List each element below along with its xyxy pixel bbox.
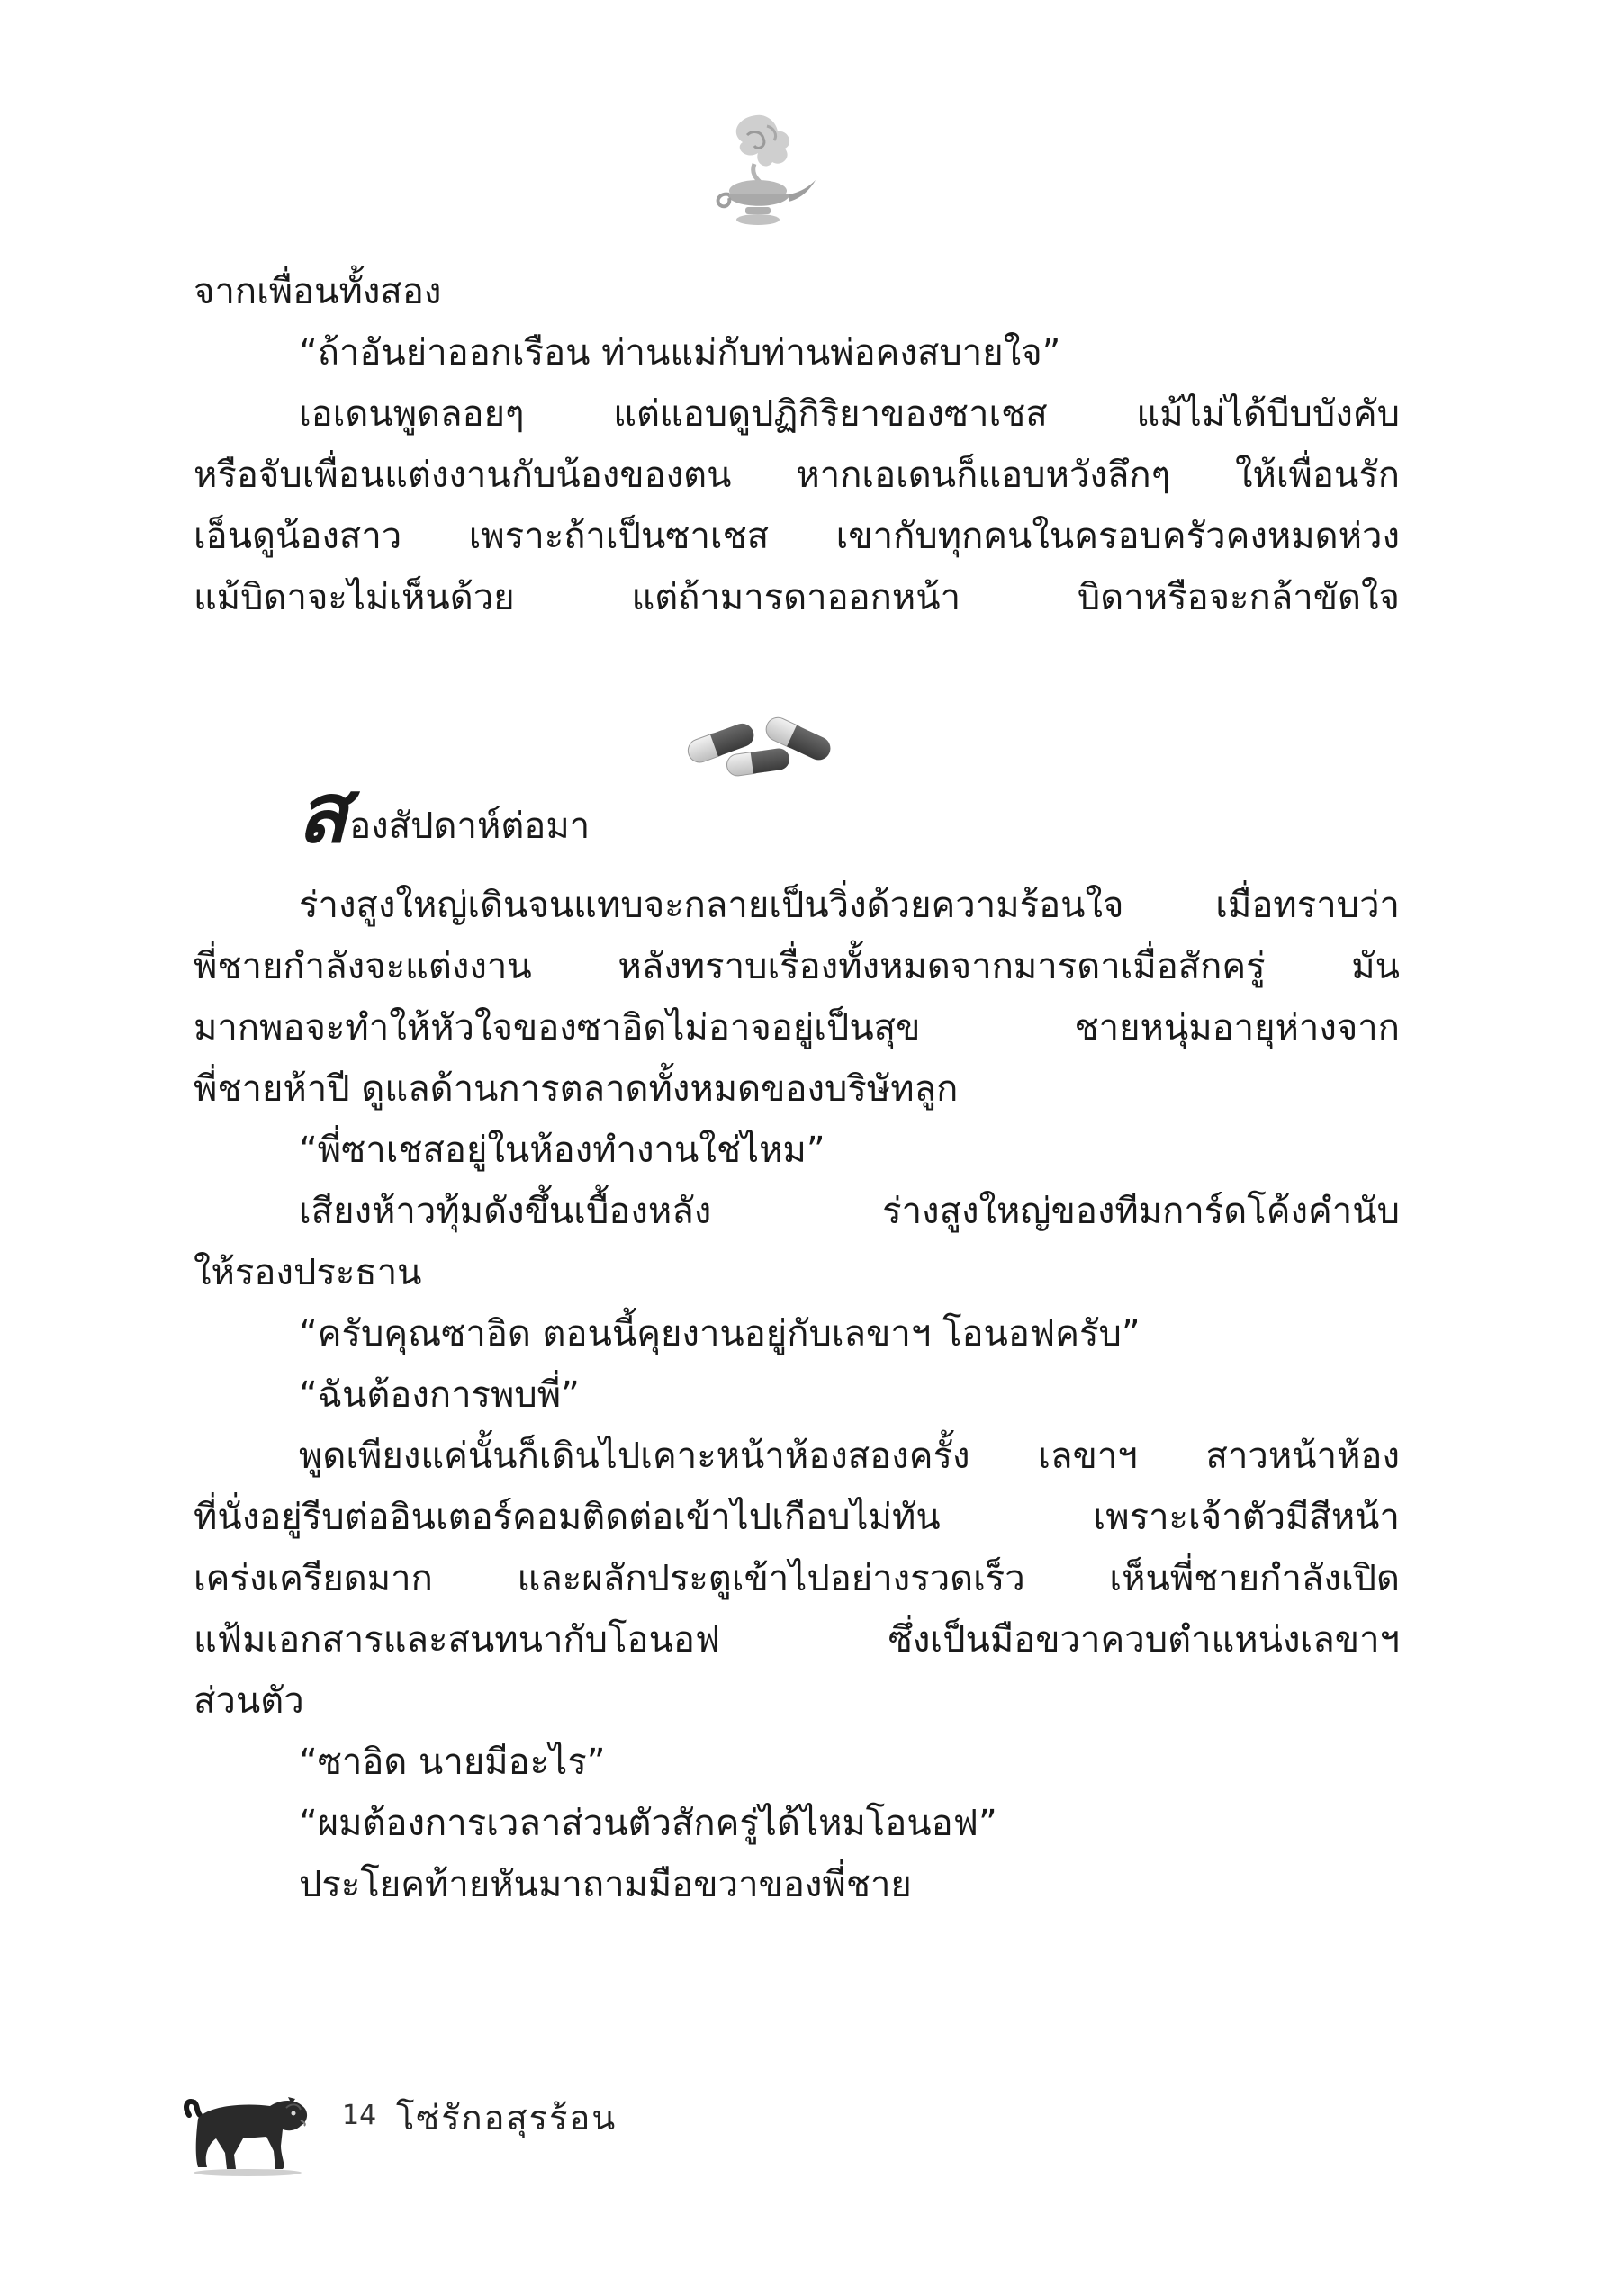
- paragraph-line: เสียงห้าวทุ้มดังขึ้นเบื้องหลัง ร่างสูงใหญ่ของทีมการ์ดโค้งคำนับ: [299, 1191, 1400, 1232]
- dialogue-line: “ครับคุณซาอิด ตอนนี้คุยงานอยู่กับเลขาฯ โอนอฟครับ”: [299, 1313, 1141, 1355]
- paragraph-line: ประโยคท้ายหันมาถามมือขวาของพี่ชาย: [299, 1864, 912, 1905]
- dialogue-line: “ผมต้องการเวลาส่วนตัวสักครู่ได้ไหมโอนอฟ”: [299, 1803, 997, 1844]
- paragraph-line: แฟ้มเอกสารและสนทนากับโอนอฟ ซึ่งเป็นมือขวาควบตำแหน่งเลขาฯ: [194, 1619, 1400, 1661]
- paragraph-line: หรือจับเพื่อนแต่งงานกับน้องของตน หากเอเดนก็แอบหวังลึกๆ ให้เพื่อนรัก: [194, 455, 1400, 496]
- running-title: โซ่รักอสุรร้อน: [396, 2098, 618, 2138]
- chapter-opening-text: องสัปดาห์ต่อมา: [349, 806, 591, 847]
- page-number: 14: [342, 2100, 377, 2131]
- paragraph-line: เคร่งเครียดมาก และผลักประตูเข้าไปอย่างรวดเร็ว เห็นพี่ชายกำลังเปิด: [194, 1558, 1400, 1599]
- dialogue-line: “ฉันต้องการพบพี่”: [299, 1374, 580, 1416]
- paragraph-line: พี่ชายกำลังจะแต่งงาน หลังทราบเรื่องทั้งหมดจากมารดาเมื่อสักครู่ มัน: [194, 946, 1400, 987]
- dialogue-line: “ซาอิด นายมีอะไร”: [299, 1742, 606, 1783]
- black-panther-icon: [180, 2079, 315, 2178]
- paragraph-line: เอเดนพูดลอยๆ แต่แอบดูปฏิกิริยาของซาเชส แม้ไม่ได้บีบบังคับ: [299, 393, 1400, 435]
- drop-letter: ส: [297, 765, 348, 861]
- text-section-1: [194, 261, 1400, 628]
- paragraph-line: ที่นั่งอยู่รีบต่ออินเตอร์คอมติดต่อเข้าไปเกือบไม่ทัน เพราะเจ้าตัวมีสีหน้า: [194, 1497, 1400, 1538]
- genie-lamp-icon: [702, 108, 819, 230]
- paragraph-line: พี่ชายห้าปี ดูแลด้านการตลาดทั้งหมดของบริษัทลูก: [194, 1068, 959, 1110]
- paragraph-line: พูดเพียงแค่นั้นก็เดินไปเคาะหน้าห้องสองครั้ง เลขาฯ สาวหน้าห้อง: [299, 1436, 1400, 1477]
- paragraph-line: เอ็นดูน้องสาว เพราะถ้าเป็นซาเชส เขากับทุกคนในครอบครัวคงหมดห่วง: [194, 516, 1400, 557]
- paragraph-line: ส่วนตัว: [194, 1680, 304, 1722]
- dialogue-line: “ถ้าอันย่าออกเรือน ท่านแม่กับท่านพ่อคงสบายใจ”: [299, 332, 1061, 374]
- text-section-2: [194, 875, 1400, 1915]
- paragraph-line: มากพอจะทำให้หัวใจของซาอิดไม่อาจอยู่เป็นสุข ชายหนุ่มอายุห่างจาก: [194, 1007, 1400, 1049]
- dialogue-line: “พี่ซาเชสอยู่ในห้องทำงานใช่ไหม”: [299, 1130, 825, 1171]
- paragraph-line: แม้บิดาจะไม่เห็นด้วย แต่ถ้ามารดาออกหน้า บิดาหรือจะกล้าขัดใจ: [194, 577, 1400, 618]
- paragraph-line: ร่างสูงใหญ่เดินจนแทบจะกลายเป็นวิ่งด้วยความร้อนใจ เมื่อทราบว่า: [299, 885, 1400, 926]
- capsule-divider-icon: [671, 698, 855, 788]
- paragraph-line: ให้รองประธาน: [194, 1252, 422, 1293]
- paragraph-continuation: จากเพื่อนทั้งสอง: [194, 271, 442, 312]
- chapter-opening-line: [297, 765, 591, 861]
